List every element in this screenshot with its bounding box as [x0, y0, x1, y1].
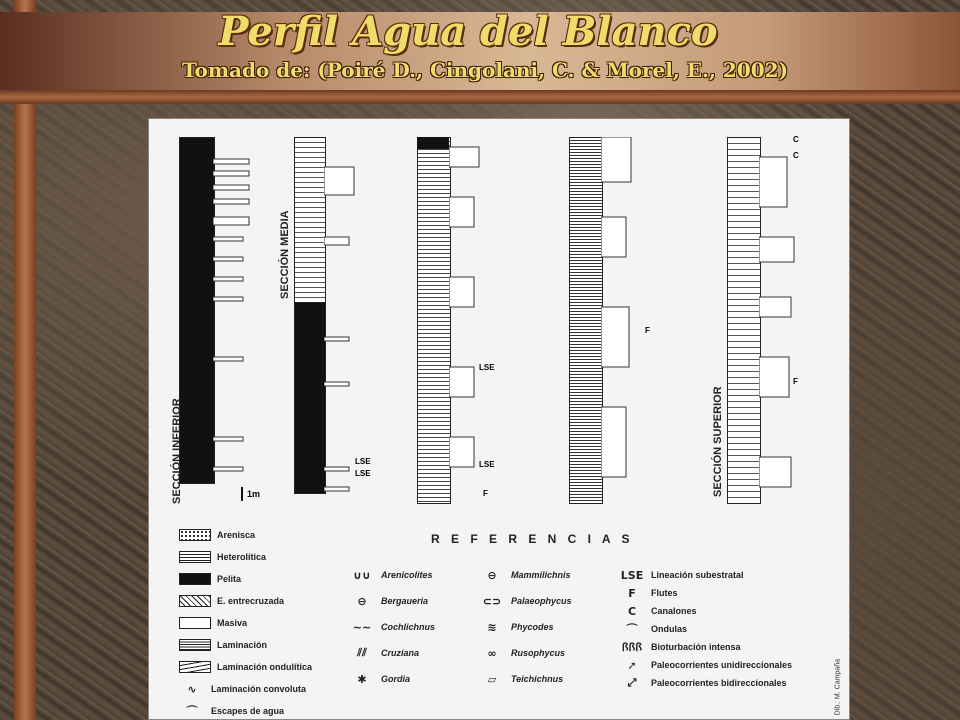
lse-mark-1: LSE [355, 457, 371, 466]
legend-row-trace-fossil [479, 645, 565, 661]
column-3 [417, 137, 451, 504]
legend-row-lithology [179, 549, 266, 565]
legend-label: Gordia [381, 674, 411, 684]
legend-label: Escapes de agua [211, 706, 285, 716]
label-seccion-superior: SECCIÓN SUPERIOR [712, 386, 724, 497]
lithology-swatch [179, 551, 211, 563]
legend-label: Laminación [217, 640, 268, 650]
header-divider-stripe [0, 90, 960, 104]
column-2-beds [324, 137, 364, 497]
column-1 [179, 137, 215, 484]
legend-label: Teichichnus [511, 674, 564, 684]
legend-row-trace-fossil [479, 593, 572, 609]
label-seccion-inferior: SECCIÓN INFERIOR [171, 398, 183, 504]
trace-fossil-icon: ≋ [487, 620, 497, 634]
legend-row-structure [619, 603, 697, 619]
slide-subtitle: Tomado de: (Poiré D., Cingolani, C. & Morel, E., 2002) [181, 58, 789, 82]
legend-row-trace-fossil [349, 619, 435, 635]
legend-label: Palaeophycus [511, 596, 572, 606]
legend-row-trace-fossil [349, 645, 419, 661]
legend-row-lithology [179, 593, 284, 609]
legend-label: Heterolítica [217, 552, 267, 562]
column-5-beds [759, 137, 799, 502]
column-2-lower [294, 302, 326, 494]
legend-row-lithology [179, 571, 241, 587]
trace-fossil-icon: ▱ [487, 672, 497, 686]
legend-row-lithology [179, 615, 247, 631]
legend-row-structure [619, 675, 787, 691]
trace-fossil-icon: ⊂⊃ [482, 594, 502, 608]
flute-mark-3: F [793, 377, 798, 386]
legend-label: Paleocorrientes unidireccionales [651, 660, 793, 670]
trace-fossil-icon: ∪∪ [353, 568, 371, 582]
structure-symbol-icon: F [628, 586, 636, 600]
left-border-stripe [14, 0, 36, 720]
structure-symbol-icon: ꟗꟗꟗ [621, 640, 643, 654]
legend-row-structure [619, 639, 741, 655]
structure-symbol-icon: ⌒ [626, 623, 638, 636]
trace-fossil-icon: ⊖ [487, 568, 497, 582]
legend-row-lithology [179, 681, 306, 697]
legend-row-trace-fossil [479, 619, 554, 635]
legend-row-trace-fossil [349, 567, 433, 583]
scale-label: 1m [247, 489, 261, 499]
legend-label: Mammilichnis [511, 570, 571, 580]
legend-label: Arenicolites [381, 570, 433, 580]
legend-label: Masiva [217, 618, 248, 628]
scale-bar [241, 487, 243, 501]
legend-row-structure [619, 585, 678, 601]
legend-row-lithology [179, 659, 312, 675]
column-3-beds [449, 137, 489, 502]
lithology-symbol-icon: ∿ [187, 682, 197, 696]
lse-mark-3: LSE [479, 363, 495, 372]
legend-label: Laminación ondulítica [217, 662, 313, 672]
legend-label: Flutes [651, 588, 678, 598]
trace-fossil-icon: ⊖ [357, 594, 367, 608]
legend-row-trace-fossil [349, 671, 410, 687]
canal-mark-2: C [793, 151, 799, 160]
legend-label: Laminación convoluta [211, 684, 307, 694]
legend-row-trace-fossil [479, 567, 571, 583]
structure-symbol-icon: ➚ [627, 658, 637, 672]
references-title: R E F E R E N C I A S [431, 532, 634, 546]
drawing-credit: Dib.: M. Campaña [834, 659, 841, 716]
legend-row-structure [619, 621, 687, 637]
column-4-beds [601, 137, 641, 502]
legend-label: Cruziana [381, 648, 420, 658]
lse-mark-2: LSE [355, 469, 371, 478]
lithology-swatch [179, 573, 211, 585]
lithology-swatch [179, 595, 211, 607]
structure-symbol-icon: LSE [620, 568, 644, 582]
legend-label: Pelita [217, 574, 242, 584]
stratigraphic-figure [148, 118, 850, 720]
legend-row-trace-fossil [479, 671, 563, 687]
legend-row-structure [619, 567, 744, 583]
legend-label: Arenisca [217, 530, 256, 540]
lithology-symbol-icon: ⌒ [186, 705, 198, 718]
legend-row-trace-fossil [349, 593, 428, 609]
canal-mark-1: C [793, 135, 799, 144]
column-4 [569, 137, 603, 504]
lse-mark-4: LSE [479, 460, 495, 469]
legend-label: Phycodes [511, 622, 554, 632]
lithology-swatch [179, 617, 211, 629]
flute-mark-2: F [645, 326, 650, 335]
legend-label: Cochlichnus [381, 622, 436, 632]
structure-symbol-icon: ⤢ [627, 676, 637, 689]
structure-symbol-icon: C [627, 604, 637, 618]
legend-label: Bioturbación intensa [651, 642, 741, 652]
slide-title: Perfil Agua del Blanco [218, 8, 718, 55]
trace-fossil-icon: ∼∼ [352, 620, 372, 634]
legend-label: Rusophycus [511, 648, 566, 658]
lithology-swatch [179, 639, 211, 651]
column-2-upper [294, 137, 326, 304]
column-1-beds [213, 137, 263, 482]
label-seccion-media: SECCIÓN MEDIA [279, 210, 291, 299]
trace-fossil-icon: ∞ [487, 646, 497, 660]
legend-label: Bergaueria [381, 596, 429, 606]
legend-label: Canalones [651, 606, 697, 616]
lithology-swatch [179, 661, 211, 673]
trace-fossil-icon: ⫽⫽ [357, 646, 367, 659]
lithology-swatch [179, 529, 211, 541]
legend-row-structure [619, 657, 792, 673]
legend-row-lithology [179, 527, 255, 543]
column-3-cap [417, 137, 449, 149]
column-5 [727, 137, 761, 504]
legend-label: Ondulas [651, 624, 688, 634]
legend-label: E. entrecruzada [217, 596, 285, 606]
trace-fossil-icon: ✱ [357, 672, 367, 686]
flute-mark-1: F [483, 489, 488, 498]
legend-label: Lineación subestratal [651, 570, 744, 580]
legend-label: Paleocorrientes bidireccionales [651, 678, 787, 688]
legend-row-lithology [179, 637, 267, 653]
legend-row-lithology [179, 703, 284, 719]
